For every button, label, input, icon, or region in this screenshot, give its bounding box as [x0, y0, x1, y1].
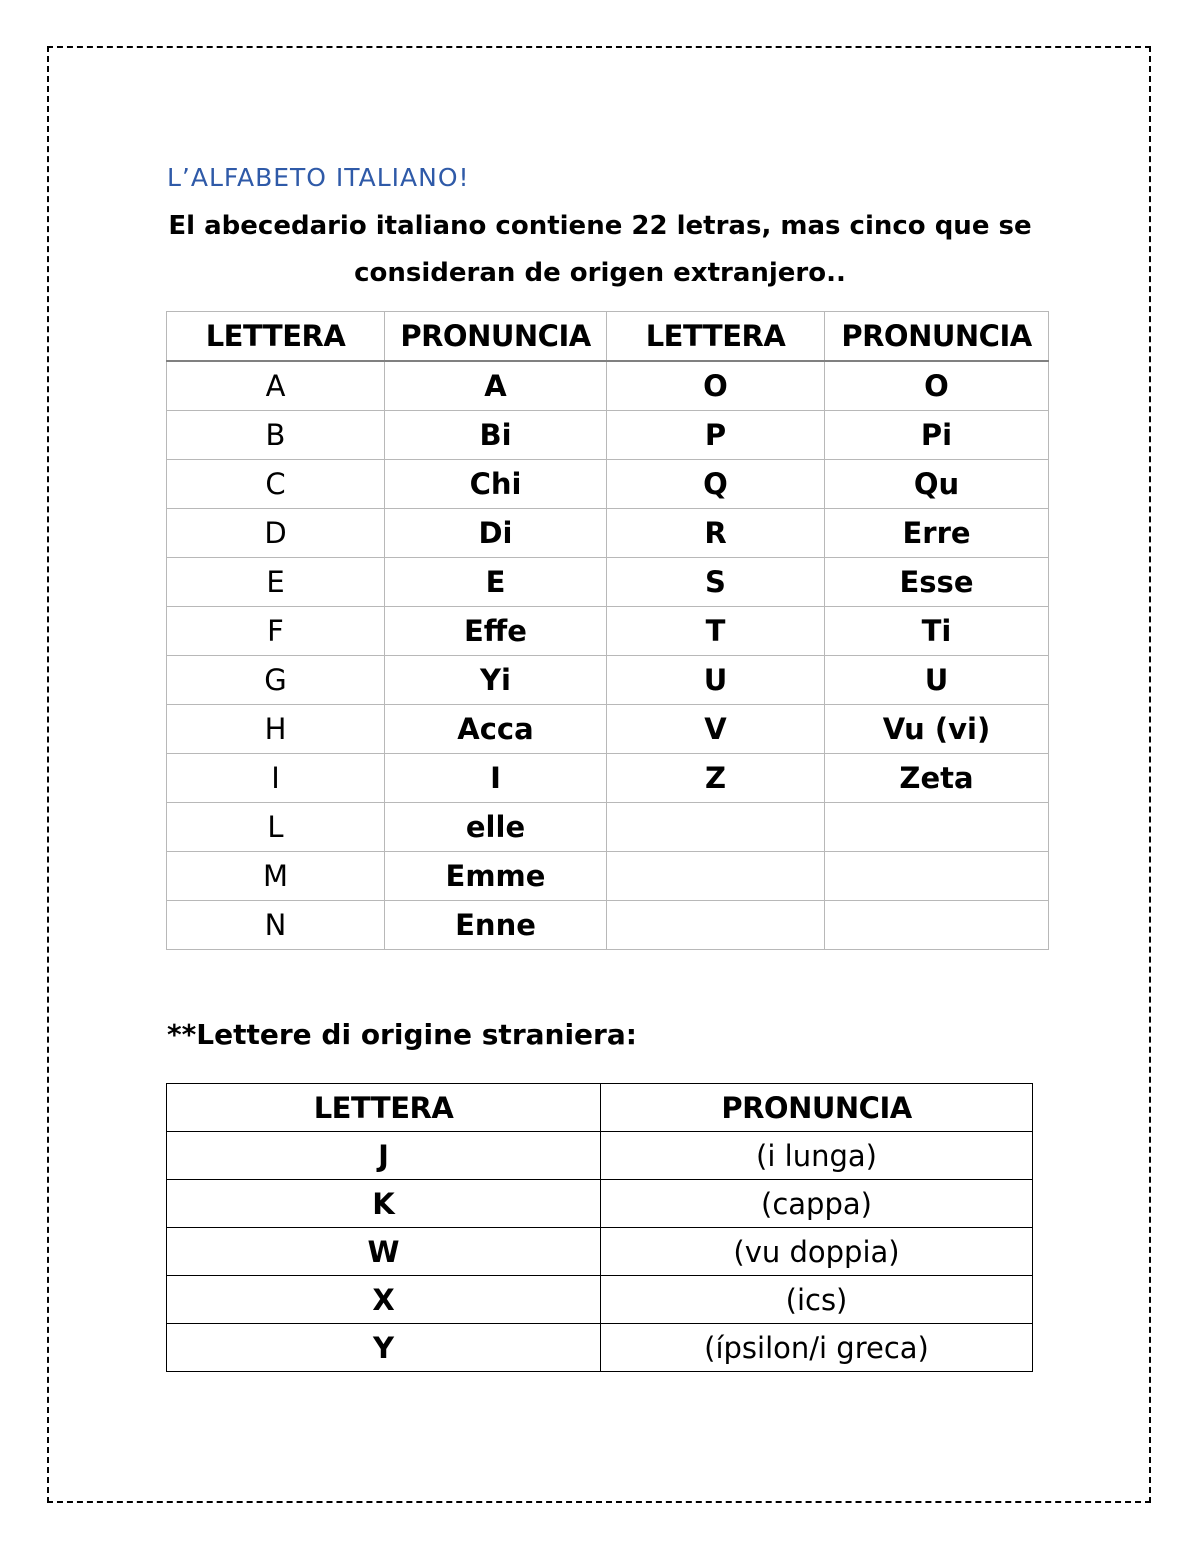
table-row	[167, 1324, 1033, 1372]
lettera-cell	[607, 852, 825, 901]
lettera-cell: I	[167, 754, 385, 803]
pronuncia-cell: elle	[385, 803, 607, 852]
pronuncia-cell: (vu doppia)	[601, 1228, 1033, 1276]
lettera-cell: M	[167, 852, 385, 901]
pronuncia-cell: I	[385, 754, 607, 803]
table-row	[167, 1180, 1033, 1228]
alphabet-table	[166, 311, 1049, 950]
table-row	[167, 1228, 1033, 1276]
header-pronuncia-1: PRONUNCIA	[385, 312, 607, 362]
lettera-cell: S	[607, 558, 825, 607]
header-lettera-2: LETTERA	[607, 312, 825, 362]
lettera-cell: X	[167, 1276, 601, 1324]
pronuncia-cell: Qu	[825, 460, 1049, 509]
pronuncia-cell: A	[385, 361, 607, 411]
pronuncia-cell: Erre	[825, 509, 1049, 558]
pronuncia-cell: O	[825, 361, 1049, 411]
page-title: L’ALFABETO ITALIANO!	[167, 163, 470, 192]
lettera-cell: J	[167, 1132, 601, 1180]
pronuncia-cell: Bi	[385, 411, 607, 460]
lettera-cell: E	[167, 558, 385, 607]
lettera-cell: P	[607, 411, 825, 460]
table-row	[167, 656, 1049, 705]
foreign-letters-table	[166, 1083, 1033, 1372]
table-row	[167, 361, 1049, 411]
table-row	[167, 803, 1049, 852]
lettera-cell: T	[607, 607, 825, 656]
pronuncia-cell	[825, 852, 1049, 901]
pronuncia-cell: (ípsilon/i greca)	[601, 1324, 1033, 1372]
lettera-cell: N	[167, 901, 385, 950]
foreign-letters-heading: **Lettere di origine straniera:	[167, 1018, 637, 1051]
pronuncia-cell: Pi	[825, 411, 1049, 460]
pronuncia-cell	[825, 901, 1049, 950]
lettera-cell: F	[167, 607, 385, 656]
table-row	[167, 558, 1049, 607]
pronuncia-cell: Acca	[385, 705, 607, 754]
header-pronuncia: PRONUNCIA	[601, 1084, 1033, 1132]
pronuncia-cell: Effe	[385, 607, 607, 656]
pronuncia-cell: Ti	[825, 607, 1049, 656]
alphabet-table-header	[167, 312, 1049, 362]
lettera-cell	[607, 803, 825, 852]
header-lettera: LETTERA	[167, 1084, 601, 1132]
lettera-cell: R	[607, 509, 825, 558]
table-row	[167, 607, 1049, 656]
lettera-cell: B	[167, 411, 385, 460]
pronuncia-cell: E	[385, 558, 607, 607]
lettera-cell: G	[167, 656, 385, 705]
table-row	[167, 901, 1049, 950]
pronuncia-cell: Chi	[385, 460, 607, 509]
lettera-cell: W	[167, 1228, 601, 1276]
pronuncia-cell: Zeta	[825, 754, 1049, 803]
table-row	[167, 852, 1049, 901]
lettera-cell: C	[167, 460, 385, 509]
lettera-cell: Y	[167, 1324, 601, 1372]
pronuncia-cell: (ics)	[601, 1276, 1033, 1324]
lettera-cell: L	[167, 803, 385, 852]
lettera-cell	[607, 901, 825, 950]
pronuncia-cell: Emme	[385, 852, 607, 901]
lettera-cell: Q	[607, 460, 825, 509]
pronuncia-cell: Di	[385, 509, 607, 558]
pronuncia-cell: Enne	[385, 901, 607, 950]
pronuncia-cell: Yi	[385, 656, 607, 705]
intro-text: El abecedario italiano contiene 22 letras, mas cinco que se consideran de origen extranjero..	[168, 211, 1032, 288]
pronuncia-cell: (i lunga)	[601, 1132, 1033, 1180]
table-row	[167, 509, 1049, 558]
table-row	[167, 1132, 1033, 1180]
lettera-cell: U	[607, 656, 825, 705]
table-row	[167, 754, 1049, 803]
table-row	[167, 705, 1049, 754]
pronuncia-cell	[825, 803, 1049, 852]
header-pronuncia-2: PRONUNCIA	[825, 312, 1049, 362]
lettera-cell: K	[167, 1180, 601, 1228]
header-lettera-1: LETTERA	[167, 312, 385, 362]
lettera-cell: A	[167, 361, 385, 411]
lettera-cell: Z	[607, 754, 825, 803]
lettera-cell: H	[167, 705, 385, 754]
foreign-table-header	[167, 1084, 1033, 1132]
pronuncia-cell: U	[825, 656, 1049, 705]
table-row	[167, 460, 1049, 509]
pronuncia-cell: Vu (vi)	[825, 705, 1049, 754]
table-row	[167, 1276, 1033, 1324]
lettera-cell: V	[607, 705, 825, 754]
lettera-cell: O	[607, 361, 825, 411]
pronuncia-cell: Esse	[825, 558, 1049, 607]
pronuncia-cell: (cappa)	[601, 1180, 1033, 1228]
table-row	[167, 411, 1049, 460]
lettera-cell: D	[167, 509, 385, 558]
